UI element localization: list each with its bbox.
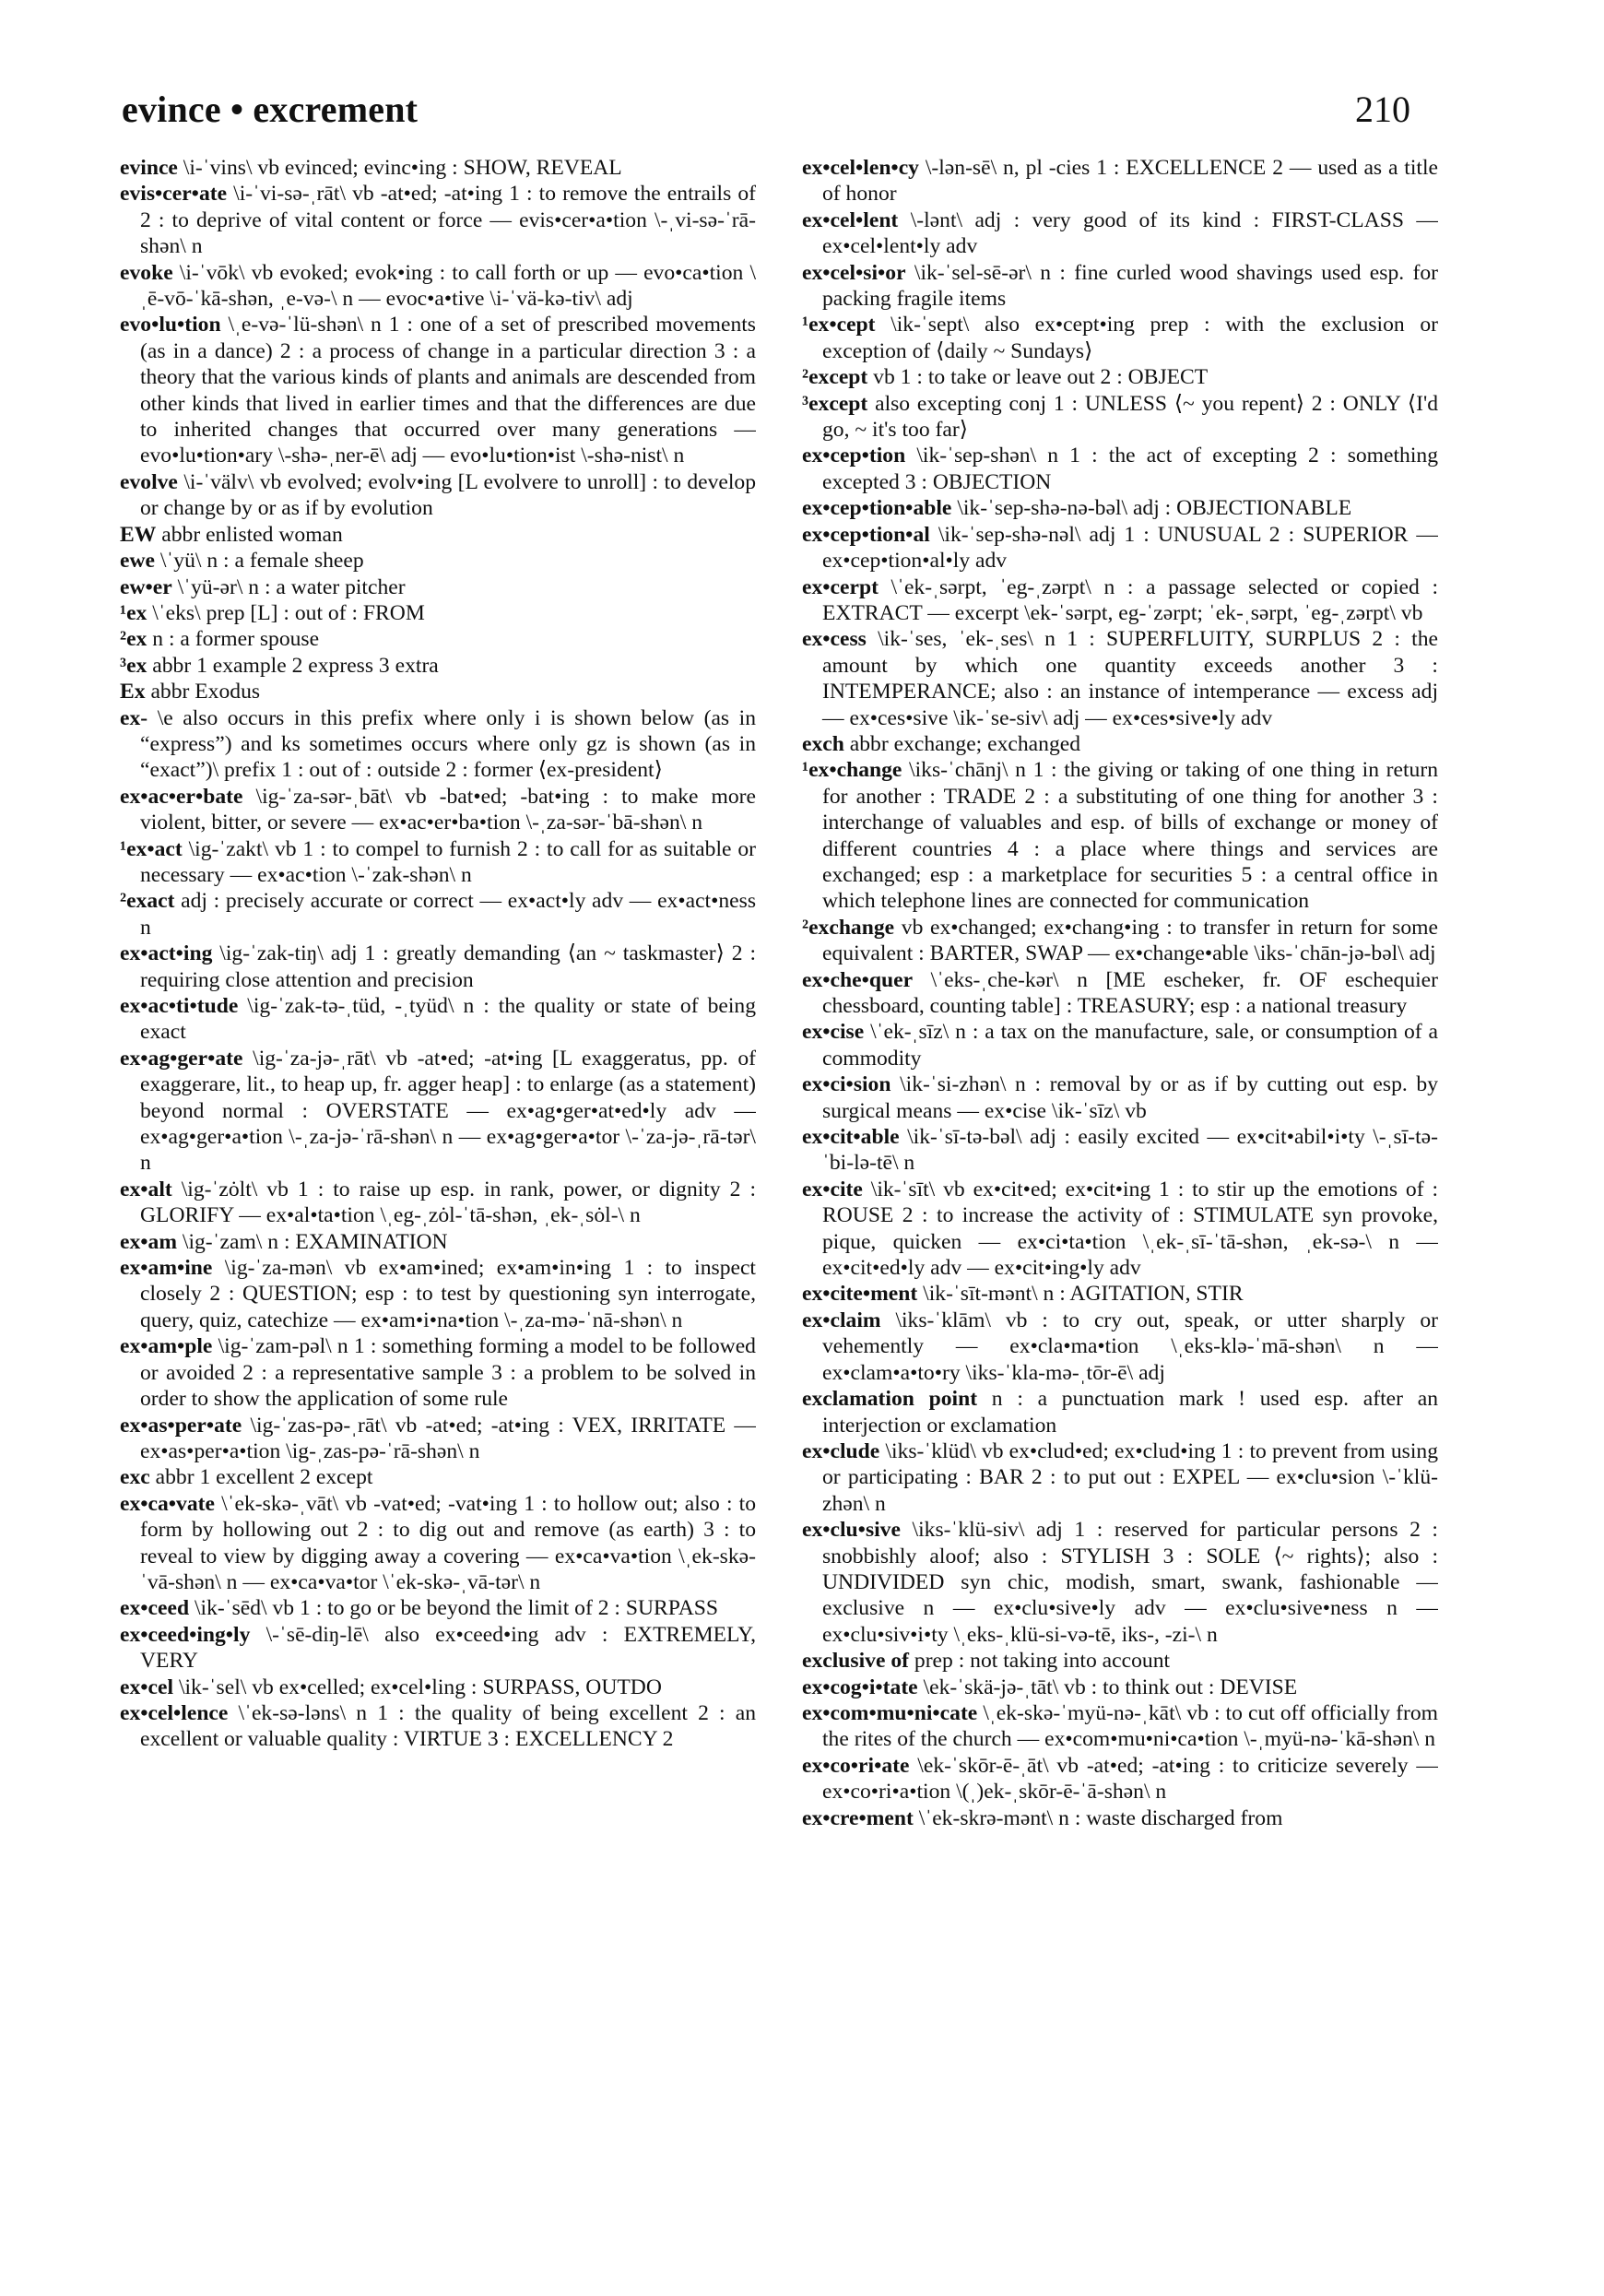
entry-definition: \ek-ˈskä-jə-ˌtāt\ vb : to think out : DEVISE <box>923 1675 1298 1699</box>
entry-definition: \-lənt\ adj : very good of its kind : FIRST-CLASS — ex•cel•lent•ly adv <box>822 207 1438 259</box>
dictionary-entry <box>802 1753 1438 1805</box>
entry-definition: \iks-ˈchānj\ n 1 : the giving or taking of one thing in return for another : TRADE 2 : a substituting of one thing for another 3 : interchange of valuables and esp. of bills of exchange or money of different countries 4 : a place where things and services are exchanged; esp : a marketplace for securities 5 : a central office in which telephone lines are connected for communication <box>822 758 1438 914</box>
entry-headword: ex•cel•si•or <box>802 260 906 285</box>
entry-definition: \ˈek-sə-ləns\ n 1 : the quality of being excellent 2 : an excellent or valuable quality : VIRTUE 3 : EXCELLENCY 2 <box>140 1700 756 1752</box>
page-header <box>122 88 1410 152</box>
entry-headword: ²exchange <box>802 915 895 940</box>
entry-definition: \i-ˈvōk\ vb evoked; evok•ing : to call forth or up — evo•ca•tion \ˌē-vō-ˈkā-shən, ˌe-və-\ n — evoc•a•tive \i-ˈvä-kə-tiv\ adj <box>140 260 756 312</box>
entry-headword: ex•clu•sive <box>802 1518 901 1543</box>
dictionary-entry <box>120 941 756 993</box>
dictionary-entry <box>120 679 756 704</box>
dictionary-entry <box>120 1177 756 1229</box>
dictionary-entry <box>802 915 1438 967</box>
dictionary-entry <box>802 155 1438 207</box>
entry-definition: \ik-ˈsel\ vb ex•celled; ex•cel•ling : SURPASS, OUTDO <box>178 1675 662 1699</box>
dictionary-entry <box>120 1229 756 1255</box>
entry-headword: ex- <box>120 705 148 730</box>
entry-headword: exc <box>120 1465 150 1490</box>
dictionary-entry <box>120 522 756 548</box>
dictionary-entry <box>802 391 1438 444</box>
entry-headword: ex•cog•i•tate <box>802 1675 918 1699</box>
dictionary-entry <box>802 1124 1438 1177</box>
dictionary-entry <box>802 1438 1438 1517</box>
entry-headword: ex•che•quer <box>802 967 914 992</box>
dictionary-entry <box>802 1281 1438 1307</box>
entry-headword: exclamation point <box>802 1387 978 1412</box>
entry-definition: \ik-ˈsēd\ vb 1 : to go or be beyond the limit of 2 : SURPASS <box>194 1596 718 1621</box>
dictionary-entry <box>802 1019 1438 1071</box>
dictionary-entry <box>802 574 1438 627</box>
entry-headword: ex•ag•ger•ate <box>120 1046 243 1071</box>
dictionary-entry <box>802 757 1438 914</box>
dictionary-entry <box>802 1675 1438 1700</box>
entry-definition: \ik-ˈsep-shən\ n 1 : the act of excepting 2 : something excepted 3 : OBJECTION <box>822 444 1438 494</box>
entry-definition: \ig-ˈza-mən\ vb ex•am•ined; ex•am•in•ing 1 : to inspect closely 2 : QUESTION; esp : to test by questioning syn interrogate, query, quiz, catechize — ex•am•i•na•tion \-ˌza-mə-ˈnā-shən\ n <box>140 1256 756 1332</box>
entry-definition: \ˌe-və-ˈlü-shən\ n 1 : one of a set of prescribed movements (as in a dance) 2 : a process of change in a particular direction 3 : a theory that the various kinds of plants and animals are descended from other kinds that lived in earlier times and that the differences are due to inherited changes that occurred over many generations — evo•lu•tion•ary \-shə-ˌner-ē\ adj — evo•lu•tion•ist \-shə-nist\ n <box>140 313 756 468</box>
entry-definition: \ik-ˈsīt\ vb ex•cit•ed; ex•cit•ing 1 : to stir up the emotions of : ROUSE 2 : to increase the activity of : STIMULATE syn provoke, pique, quicken — ex•ci•ta•tion \ˌek-ˌsī-ˈtā-shən, ˌek-sə-\ n — ex•cit•ed•ly adv — ex•cit•ing•ly adv <box>822 1177 1438 1281</box>
entry-definition: \i-ˈvälv\ vb evolved; evolv•ing [L evolvere to unroll] : to develop or change by or as if by evolution <box>140 469 756 521</box>
dictionary-entry <box>120 155 756 181</box>
dictionary-entry <box>120 1046 756 1177</box>
entry-headword: ex•cep•tion•al <box>802 522 930 547</box>
dictionary-entry <box>120 836 756 889</box>
entry-definition: \ik-ˈsep-shə-nəl\ adj 1 : UNUSUAL 2 : SUPERIOR — ex•cep•tion•al•ly adv <box>822 522 1438 574</box>
entry-definition: abbr 1 example 2 express 3 extra <box>152 653 439 678</box>
entry-headword: ex•ceed <box>120 1596 190 1621</box>
entry-headword: ew•er <box>120 574 172 599</box>
entry-headword: ex•am <box>120 1229 177 1254</box>
dictionary-entry <box>802 522 1438 574</box>
dictionary-entry <box>802 495 1438 521</box>
entry-headword: ¹ex•change <box>802 758 902 783</box>
dictionary-entry <box>120 181 756 259</box>
entry-definition: \ig-ˈzak-tiŋ\ adj 1 : greatly demanding ⟨an ~ taskmaster⟩ 2 : requiring close attention and precision <box>140 941 756 992</box>
entry-definition: \ig-ˈza-jə-ˌrāt\ vb -at•ed; -at•ing [L exaggeratus, pp. of exaggerare, lit., to heap up, fr. agger heap] : to enlarge (as a statement) beyond normal : OVERSTATE — ex•ag•ger•at•ed•ly adv — ex•ag•ger•a•tion \-ˌza-jə-ˈrā-shən\ n — ex•ag•ger•a•tor \-ˈza-jə-ˌrā-tər\ n <box>140 1046 756 1176</box>
dictionary-entry <box>120 1255 756 1333</box>
entry-definition: \ek-ˈskōr-ē-ˌāt\ vb -at•ed; -at•ing : to criticize severely — ex•co•ri•a•tion \(ˌ)ek-ˌskōr-ē-ˈā-shən\ n <box>822 1753 1438 1805</box>
dictionary-entry <box>120 1622 756 1675</box>
entry-definition: \e also occurs in this prefix where only i is shown below (as in “express”) and ks sometimes occurs where only gz is shown (as in “exact”)\ prefix 1 : out of : outside 2 : former ⟨ex-president⟩ <box>140 705 756 783</box>
entry-definition: vb 1 : to take or leave out 2 : OBJECT <box>873 365 1209 390</box>
entry-definition: \ik-ˈsep-shə-nə-bəl\ adj : OBJECTIONABLE <box>957 496 1352 521</box>
entry-definition: abbr Exodus <box>150 680 261 704</box>
dictionary-entry <box>120 1595 756 1621</box>
dictionary-entry <box>802 967 1438 1020</box>
entry-definition: \ig-ˈzȯlt\ vb 1 : to raise up esp. in rank, power, or dignity 2 : GLORIFY — ex•al•ta•tion \ˌeg-ˌzȯl-ˈtā-shən, ˌek-ˌsȯl-\ n <box>140 1177 756 1228</box>
entry-headword: ex•cite <box>802 1177 863 1201</box>
entry-headword: ²except <box>802 365 868 390</box>
dictionary-entry <box>802 1517 1438 1648</box>
dictionary-entry <box>120 312 756 468</box>
entry-definition: \ig-ˈzam-pəl\ n 1 : something forming a model to be followed or avoided 2 : a representative sample 3 : a problem to be solved in order to show the application of some rule <box>140 1334 756 1412</box>
entry-headword: ex•cel•lence <box>120 1700 229 1725</box>
entry-definition: adj : precisely accurate or correct — ex•act•ly adv — ex•act•ness n <box>140 889 756 940</box>
entry-headword: ex•alt <box>120 1177 172 1201</box>
dictionary-entry <box>802 443 1438 495</box>
entry-definition: \ig-ˈzam\ n : EXAMINATION <box>182 1229 448 1254</box>
entry-definition: \ik-ˈsi-zhən\ n : removal by or as if by cutting out esp. by surgical means — ex•cise \ik-ˈsīz\ vb <box>822 1072 1438 1123</box>
dictionary-entry <box>120 1675 756 1700</box>
entry-headword: evo•lu•tion <box>120 313 221 337</box>
dictionary-entry <box>802 1648 1438 1674</box>
entry-definition: abbr enlisted woman <box>161 522 343 547</box>
dictionary-entry <box>802 1805 1438 1831</box>
entry-headword: evince <box>120 156 178 180</box>
entry-definition: \ˈek-skrə-mənt\ n : waste discharged from <box>918 1805 1283 1830</box>
entry-headword: evoke <box>120 260 173 285</box>
entry-headword: ³except <box>802 391 868 416</box>
dictionary-entry <box>120 705 756 784</box>
entry-definition: \ˈeks\ prep [L] : out of : FROM <box>152 600 425 625</box>
entry-definition: \ˌek-skə-ˈmyü-nə-ˌkāt\ vb : to cut off officially from the rites of the church — ex•com•mu•ni•ca•tion \-ˌmyü-nə-ˈkā-shən\ n <box>822 1700 1438 1752</box>
entry-definition: \ˈeks-ˌche-kər\ n [ME escheker, fr. OF eschequier chessboard, counting table] : TREASURY; esp : a national treasury <box>822 967 1438 1018</box>
dictionary-entry <box>120 600 756 626</box>
entry-headword: ex•ac•ti•tude <box>120 994 239 1018</box>
entry-headword: ex•ac•er•bate <box>120 784 243 809</box>
dictionary-entry <box>120 784 756 836</box>
entry-headword: ex•am•ple <box>120 1334 213 1359</box>
dictionary-entry <box>802 1700 1438 1753</box>
entry-headword: ex•cite•ment <box>802 1282 918 1307</box>
entry-headword: ewe <box>120 549 155 574</box>
entry-headword: ²exact <box>120 889 175 914</box>
dictionary-entry <box>120 1413 756 1465</box>
dictionary-entry <box>802 1071 1438 1124</box>
page-number: 210 <box>1355 89 1410 130</box>
entry-headword: ¹ex•cept <box>802 313 876 337</box>
entry-definition: \i-ˈvi-sə-ˌrāt\ vb -at•ed; -at•ing 1 : to remove the entrails of 2 : to deprive of vital content or force — evis•cer•a•tion \-ˌvi-sə-ˈrā-shən\ n <box>140 182 756 259</box>
dictionary-entry <box>802 1177 1438 1282</box>
guide-words: evince • excrement <box>122 89 419 130</box>
entry-definition: \ˈek-ˌsərpt, ˈeg-ˌzərpt\ n : a passage selected or copied : EXTRACT — excerpt \ek-ˈsərpt, eg-ˈzərpt; ˈek-ˌsərpt, ˈeg-ˌzərpt\ vb <box>822 574 1438 625</box>
dictionary-entry <box>120 548 756 574</box>
entry-headword: ex•cep•tion•able <box>802 496 952 521</box>
entry-headword: exch <box>802 731 844 756</box>
dictionary-entry <box>120 260 756 313</box>
entry-headword: ¹ex•act <box>120 836 183 861</box>
entry-definition: \ik-ˈsī-tə-bəl\ adj : easily excited — ex•cit•abil•i•ty \-ˌsī-tə-ˈbi-lə-tē\ n <box>822 1125 1438 1176</box>
entry-definition: \-lən-sē\ n, pl -cies 1 : EXCELLENCE 2 — used as a title of honor <box>822 156 1438 207</box>
dictionary-entry <box>120 1464 756 1490</box>
entry-headword: Ex <box>120 680 146 704</box>
entry-definition: n : a former spouse <box>152 627 320 652</box>
entry-headword: ex•ceed•ing•ly <box>120 1622 251 1647</box>
dictionary-entry <box>120 1491 756 1596</box>
entry-headword: ex•ca•vate <box>120 1491 215 1516</box>
entry-definition: abbr exchange; exchanged <box>849 731 1081 756</box>
entry-headword: ex•cel•len•cy <box>802 156 919 180</box>
entry-headword: ³ex <box>120 653 147 678</box>
entry-definition: \ig-ˈzakt\ vb 1 : to compel to furnish 2 : to call for as suitable or necessary — ex•ac•tion \-ˈzak-shən\ n <box>140 836 756 887</box>
entry-definition: \-ˈsē-diŋ-lē\ also ex•ceed•ing adv : EXTREMELY, VERY <box>140 1622 756 1674</box>
dictionary-entry <box>120 653 756 679</box>
entry-definition: \ˈek-ˌsīz\ n : a tax on the manufacture, sale, or consumption of a commodity <box>822 1020 1438 1071</box>
entry-definition: \iks-ˈklü-siv\ adj 1 : reserved for particular persons 2 : snobbishly aloof; also : STYLISH 3 : SOLE ⟨~ rights⟩; also : UNDIVIDED syn chic, modish, smart, swank, fashionable — exclusive n — ex•clu•sive•ly adv — ex•clu•sive•ness n — ex•clu•siv•i•ty \ˌeks-ˌklü-si-və-tē, iks-, -zi-\ n <box>822 1518 1438 1647</box>
entry-headword: ex•com•mu•ni•cate <box>802 1700 978 1725</box>
entry-definition: \ˈek-skə-ˌvāt\ vb -vat•ed; -vat•ing 1 : to hollow out; also : to form by hollowing out 2 : to dig out and remove (as earth) 3 : to reveal to view by digging away a covering — ex•ca•va•tion \ˌek-skə-ˈvā-shən\ n — ex•ca•va•tor \ˈek-skə-ˌvā-tər\ n <box>140 1491 756 1594</box>
entry-definition: \iks-ˈklām\ vb : to cry out, speak, or utter sharply or vehemently — ex•cla•ma•tion \ˌeks-klə-ˈmā-shən\ n — ex•clam•a•to•ry \iks-ˈkla-mə-ˌtōr-ē\ adj <box>822 1308 1438 1385</box>
dictionary-entry <box>802 207 1438 260</box>
dictionary-entry <box>802 1386 1438 1438</box>
dictionary-entry <box>802 260 1438 313</box>
entry-definition: prep : not taking into account <box>914 1649 1171 1674</box>
entry-headword: evis•cer•ate <box>120 182 228 207</box>
entry-headword: ²ex <box>120 627 147 652</box>
entry-headword: ex•am•ine <box>120 1256 213 1281</box>
entry-definition: \ˈyü\ n : a female sheep <box>159 549 364 574</box>
entry-definition: \ik-ˈsept\ also ex•cept•ing prep : with the exclusion or exception of ⟨daily ~ Sundays⟩ <box>822 313 1438 363</box>
entry-definition: \ik-ˈsel-sē-ər\ n : fine curled wood shavings used esp. for packing fragile items <box>822 260 1438 312</box>
entry-headword: ex•cise <box>802 1020 865 1045</box>
entry-definition: \ik-ˈses, ˈek-ˌses\ n 1 : SUPERFLUITY, SURPLUS 2 : the amount by which one quantity exceeds another 3 : INTEMPERANCE; also : an instance of intemperance — excess adj — ex•ces•sive \ik-ˈse-siv\ adj — ex•ces•sive•ly adv <box>822 627 1438 730</box>
entry-definition: \ig-ˈzas-pə-ˌrāt\ vb -at•ed; -at•ing : VEX, IRRITATE — ex•as•per•a•tion \ig-ˌzas-pə-ˈrā-shən\ n <box>140 1413 756 1463</box>
entry-definition: \iks-ˈklüd\ vb ex•clud•ed; ex•clud•ing 1 : to prevent from using or participating : BAR 2 : to put out : EXPEL — ex•clu•sion \-ˈklü-zhən\ n <box>822 1438 1438 1516</box>
dictionary-entry <box>802 1308 1438 1386</box>
dictionary-entry <box>120 626 756 652</box>
entry-headword: ex•co•ri•ate <box>802 1753 910 1778</box>
entry-headword: ex•cel•lent <box>802 207 899 232</box>
entry-headword: ex•ci•sion <box>802 1072 891 1097</box>
dictionary-entry <box>120 993 756 1046</box>
entry-definition: n : a punctuation mark ! used esp. after an interjection or exclamation <box>822 1387 1438 1438</box>
entry-headword: EW <box>120 522 157 547</box>
entry-definition: \ig-ˈzak-tə-ˌtüd, -ˌtyüd\ n : the quality or state of being exact <box>140 994 756 1045</box>
entry-definition: abbr 1 excellent 2 except <box>155 1465 373 1490</box>
dictionary-entry <box>120 888 756 941</box>
dictionary-entry <box>802 626 1438 731</box>
dictionary-entry <box>120 469 756 522</box>
entry-headword: ex•cep•tion <box>802 444 906 468</box>
entry-headword: ex•as•per•ate <box>120 1413 242 1438</box>
dictionary-entry <box>802 312 1438 364</box>
entry-headword: ex•claim <box>802 1308 881 1332</box>
entry-headword: ex•cel <box>120 1675 174 1699</box>
entry-headword: ex•act•ing <box>120 941 213 966</box>
entry-headword: ex•cre•ment <box>802 1805 914 1830</box>
dictionary-entry <box>120 1333 756 1412</box>
right-column <box>802 155 1438 2266</box>
entry-definition: also excepting conj 1 : UNLESS ⟨~ you repent⟩ 2 : ONLY ⟨I'd go, ~ it's too far⟩ <box>822 391 1438 443</box>
entry-definition: \ik-ˈsīt-mənt\ n : AGITATION, STIR <box>923 1282 1244 1307</box>
entry-definition: \ig-ˈza-sər-ˌbāt\ vb -bat•ed; -bat•ing : to make more violent, bitter, or severe — ex•ac•er•ba•tion \-ˌza-sər-ˈbā-shən\ n <box>140 784 756 835</box>
dictionary-entry <box>120 574 756 600</box>
entry-definition: \i-ˈvins\ vb evinced; evinc•ing : SHOW, REVEAL <box>183 156 622 180</box>
entry-headword: ex•cit•able <box>802 1125 900 1150</box>
entry-headword: ex•clude <box>802 1438 880 1463</box>
entry-definition: vb ex•changed; ex•chang•ing : to transfer in return for some equivalent : BARTER, SWAP — ex•change•able \iks-ˈchān-jə-bəl\ adj <box>822 915 1438 966</box>
entry-headword: ¹ex <box>120 600 147 625</box>
entry-definition: \ˈyü-ər\ n : a water pitcher <box>177 574 406 599</box>
dictionary-entry <box>802 364 1438 390</box>
dictionary-entry <box>802 731 1438 757</box>
entry-headword: evolve <box>120 469 178 494</box>
dictionary-entry <box>120 1700 756 1753</box>
left-column <box>120 155 756 2266</box>
entry-headword: exclusive of <box>802 1649 909 1674</box>
entry-headword: ex•cess <box>802 627 867 652</box>
entry-headword: ex•cerpt <box>802 574 879 599</box>
